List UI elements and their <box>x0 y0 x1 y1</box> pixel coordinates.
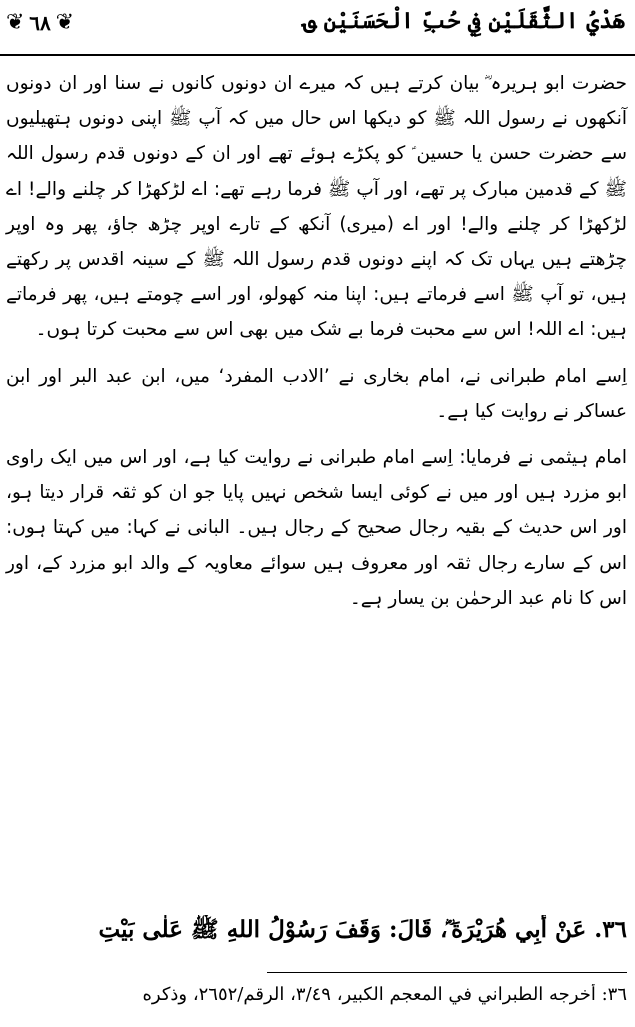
flourish-left-icon: ❦ <box>6 10 25 35</box>
paragraph-narrators: اِسے امام طبرانی نے، امام بخاری نے ’الادب المفرد‘ میں، ابن عبد البر اور ابن عساکر نے روایت کیا ہے۔ <box>6 365 627 422</box>
paragraph-translation: حضرت ابو ہریرہ ؓ بیان کرتے ہیں کہ میرے ان دونوں کانوں نے سنا اور ان دونوں آنکھوں نے رسول اللہ ﷺ کو دیکھا اس حال میں کہ آپ ﷺ اپنی دونوں ہتھیلیوں سے حضرت حسن یا حسین ؑ کو پکڑے ہوئے تھے اور ان کے دونوں قدم رسول اللہ ﷺ کے قدمین مبارک پر تھے، اور آپ ﷺ فرما رہے تھے: اے لڑکھڑا کر چلنے والے! اے لڑکھڑا کر چلنے والے! اور اے (میری) آنکھ کے تارے اوپر چڑھ جاؤ، پھر وہ اوپر چڑھتے ہیں یہاں تک کہ اپنے دونوں قدم رسول اللہ ﷺ کے سینہ اقدس پر رکھتے ہیں، تو آپ ﷺ اسے فرماتے ہیں: اپنا منہ کھولو، اور اسے چومتے ہیں، پھر فرماتے ہیں: اے اللہ! اس سے محبت فرما بے شک میں بھی اس سے محبت کرتا ہوں۔ <box>6 73 627 341</box>
page-header <box>0 0 635 56</box>
page-number: ٦٨ <box>29 11 51 35</box>
page-number-box <box>4 6 76 40</box>
running-title: هَدْيُ الثَّقَلَيْن فِي حُبِّ الْحَسَنَيْن ؈ <box>303 8 625 34</box>
footnote-divider <box>267 972 627 973</box>
header-divider <box>0 54 635 56</box>
flourish-right-icon: ❦ <box>55 10 74 35</box>
main-text <box>6 66 627 627</box>
paragraph-commentary: امام ہیثمی نے فرمایا: اِسے امام طبرانی نے روایت کیا ہے، اور اس میں ایک راوی ابو مزرد ہیں اور میں نے کوئی ایسا شخص نہیں پایا جو ان کو ثقہ قرار دیتا ہو، اور اس حدیث کے بقیہ رجال صحیح کے رجال ہیں۔ البانی نے کہا: میں کہتا ہوں: اس کے سارے رجال ثقہ اور معروف ہیں سوائے معاویہ کے والد ابو مزرد کے، اور اس کا نام عبد الرحمٰن بن یسار ہے۔ <box>6 447 627 609</box>
hadith-arabic-text: ٣٦. عَنْ أَبِي هُرَيْرَةَ ؓ، قَالَ: وَقَفَ رَسُوْلُ اللهِ ﷺ عَلٰى بَيْتِ <box>98 916 627 943</box>
footnote-text: ٣٦: أخرجه الطبراني في المعجم الكبير، ٣/٤٩، الرقم/٢٦٥٢، وذكره <box>142 984 627 1005</box>
